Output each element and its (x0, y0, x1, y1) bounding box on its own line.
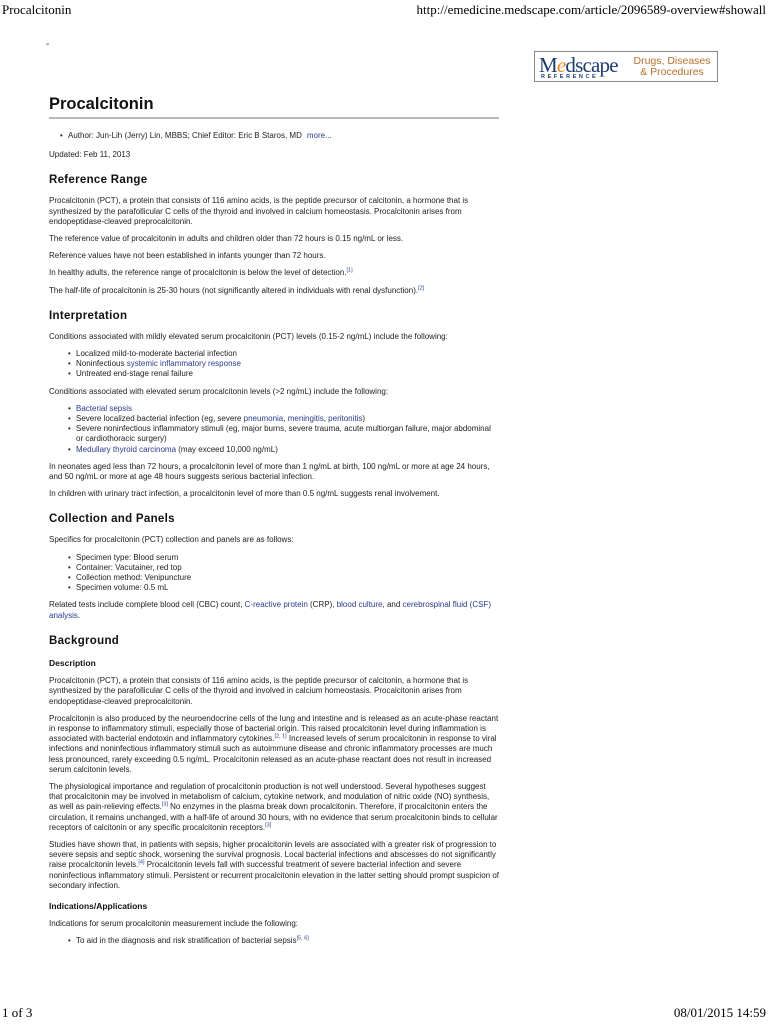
list-mild-elevation (49, 349, 499, 380)
citation-link[interactable]: [3] (161, 801, 168, 808)
citation-link[interactable]: [1] (346, 267, 353, 274)
list-item (76, 404, 499, 414)
more-link[interactable]: more... (306, 131, 332, 140)
list-item: • Specimen volume: 0.5 mL (76, 583, 499, 593)
subheading-indications: Indications/Applications (49, 900, 148, 911)
paragraph: In healthy adults, the reference range of procalcitonin is below the level of detection.[1] (49, 267, 353, 278)
link-pneumonia[interactable]: pneumonia (243, 414, 284, 424)
page-title: Procalcitonin (49, 94, 499, 119)
list-item: • Noninfectious systemic inflammatory response (76, 359, 499, 369)
paragraph: Related tests include complete blood cell (CBC) count, C-reactive protein (CRP), blood culture, and cerebrospinal fluid (CSF) analysis. (49, 600, 491, 620)
logo-tagline: Drugs, Diseases & Procedures (633, 55, 711, 78)
citation-link[interactable]: [3] (265, 822, 272, 829)
paragraph: Procalcitonin (PCT), a protein that consists of 116 amino acids, is the peptide precursor of calcitonin, a hormone that is synthesized by the parafollicular C cells of the thyroid and involved in calcium homeostasis. Procalcitonin arises from endopeptidase-cleaved preprocalcitonin. (49, 196, 469, 226)
list-item: • Localized mild-to-moderate bacterial infection (76, 349, 499, 359)
citation-link[interactable]: [2, 1] (274, 733, 287, 740)
section-heading-collection: Collection and Panels (49, 513, 175, 526)
paragraph: Procalcitonin is also produced by the neuroendocrine cells of the lung and intestine and is released as an acute-phase reactant in response to inflammatory stimuli, especially those of bacterial origin. This raised procalcitonin level during inflammation is associated with bacterial endotoxin and inflammatory cytokines.[2, 1] Increased levels of serum procalcitonin in response to viral infections and noninfectious inflammatory stimuli such as autoimmune disease and chronic inflammatory processes are much less pronounced, rarely exceeding 0.5 ng/mL. Procalcitonin released as an acute-phase reactant does not result in increased serum calcitonin levels. (49, 713, 499, 774)
paragraph: The physiological importance and regulation of procalcitonin production is not well understood. Several hypotheses suggest that procalcitonin may be involved in metabolism of calcium, cytokine network, and modulation of nitric oxide (NO) synthesis, as well as pain-relieving effects.[3] No enzymes in the plasma break down procalcitonin. Therefore, if procalcitonin enters the circulation, it remains unchanged, with a half-life of around 30 hours, with no evidence that serum procalcitonin binds to cellular receptors of calcitonin or any specific procalcitonin receptors.[3] (49, 781, 498, 832)
link-bacterial-sepsis[interactable]: Bacterial sepsis (76, 403, 133, 413)
list-item: • Container: Vacutainer, red top (76, 563, 499, 573)
link-medullary-thyroid-carcinoma[interactable]: Medullary thyroid carcinoma (76, 444, 177, 454)
list-item: • To aid in the diagnosis and risk stratification of bacterial sepsis[5, 6] (76, 936, 499, 946)
link-meningitis[interactable]: meningitis (287, 414, 324, 424)
section-heading-background: Background (49, 634, 120, 647)
print-footer-datetime: 08/01/2015 14:59 (673, 1005, 766, 1020)
link-c-reactive-protein[interactable]: C-reactive protein (244, 600, 308, 610)
list-item: • Severe localized bacterial infection (eg, severe pneumonia, meningitis, peritonitis) (76, 414, 499, 424)
subheading-description: Description (49, 657, 96, 668)
paragraph: Studies have shown that, in patients with sepsis, higher procalcitonin levels are associated with a greater risk of progression to severe sepsis and septic shock, worsening the survival prognosis. Local bacterial infections and abscesses do not significantly raise procalcitonin levels.[4] Procalcitonin levels fall with successful treatment of severe bacterial infection and severe noninfectious inflammatory stimuli. Persistent or recurrent procalcitonin elevation in the latter setting should prompt suspicion of secondary infection. (49, 839, 499, 890)
print-footer-page: 1 of 3 (2, 1005, 33, 1020)
article-content (49, 94, 499, 954)
list-item: • Medullary thyroid carcinoma (may exceed 10,000 ng/mL) (76, 445, 499, 455)
print-header (0, 0, 768, 20)
list-item: • Severe noninfectious inflammatory stimuli (eg, major burns, severe trauma, acute multiorgan failure, major abdominal or cardiothoracic surgery) (76, 424, 499, 444)
updated-date: Updated: Feb 11, 2013 (49, 150, 131, 160)
paragraph: Conditions associated with mildly elevated serum procalcitonin (PCT) levels (0.15-2 ng/mL) include the following: (49, 331, 448, 341)
list-item: • Specimen type: Blood serum (76, 553, 499, 563)
link-blood-culture[interactable]: blood culture (336, 600, 383, 610)
paragraph: The half-life of procalcitonin is 25-30 hours (not significantly altered in individuals with renal dysfunction).[2] (49, 284, 425, 295)
link-csf-analysis[interactable]: cerebrospinal fluid (CSF) analysis (49, 600, 491, 620)
paragraph: The reference value of procalcitonin in adults and children older than 72 hours is 0.15 ng/mL or less. (49, 234, 404, 244)
print-header-title: Procalcitonin (2, 2, 72, 17)
byline (49, 131, 499, 141)
logo-sub: REFERENCE (541, 74, 599, 80)
citation-link[interactable]: [5, 6] (296, 935, 309, 942)
list-item: • Collection method: Venipuncture (76, 573, 499, 583)
citation-link[interactable]: [2] (418, 284, 425, 291)
list-collection (49, 553, 499, 594)
list-elevated (49, 404, 499, 455)
paragraph: Indications for serum procalcitonin measurement include the following: (49, 919, 299, 929)
link-peritonitis[interactable]: peritonitis (328, 414, 363, 424)
link-systemic-inflammatory-response[interactable]: systemic inflammatory response (126, 359, 241, 369)
list-indications (49, 936, 499, 946)
section-heading-reference-range: Reference Range (49, 174, 148, 187)
logo-brand: Medscape (539, 53, 618, 77)
citation-link[interactable]: [4] (138, 859, 145, 866)
section-heading-interpretation: Interpretation (49, 309, 128, 322)
paragraph: In neonates aged less than 72 hours, a procalcitonin level of more than 1 ng/mL at birth, 100 ng/mL or more at age 24 hours, and 50 ng/mL or more at age 48 hours suggests serious bacterial infection. (49, 461, 490, 482)
byline-item: • Author: Jun-Lih (Jerry) Lin, MBBS; Chief Editor: Eric B Staros, MD more... (68, 131, 499, 141)
print-footer (0, 1005, 768, 1023)
paragraph: Specifics for procalcitonin (PCT) collection and panels are as follows: (49, 535, 294, 545)
list-item: • Untreated end-stage renal failure (76, 369, 499, 379)
print-header-url: http://emedicine.medscape.com/article/2096589-overview#showall (416, 2, 766, 17)
paragraph: In children with urinary tract infection, a procalcitonin level of more than 0.5 ng/mL suggests renal involvement. (49, 489, 440, 499)
page-marker: - (46, 39, 50, 50)
paragraph: Conditions associated with elevated serum procalcitonin levels (>2 ng/mL) include the following: (49, 386, 389, 396)
paragraph: Reference values have not been established in infants younger than 72 hours. (49, 251, 326, 261)
paragraph: Procalcitonin (PCT), a protein that consists of 116 amino acids, is the peptide precursor of calcitonin, a hormone that is synthesized by the parafollicular C cells of the thyroid and involved in calcium homeostasis. Procalcitonin arises from endopeptidase-cleaved preprocalcitonin. (49, 676, 469, 706)
medscape-logo[interactable] (534, 51, 718, 82)
